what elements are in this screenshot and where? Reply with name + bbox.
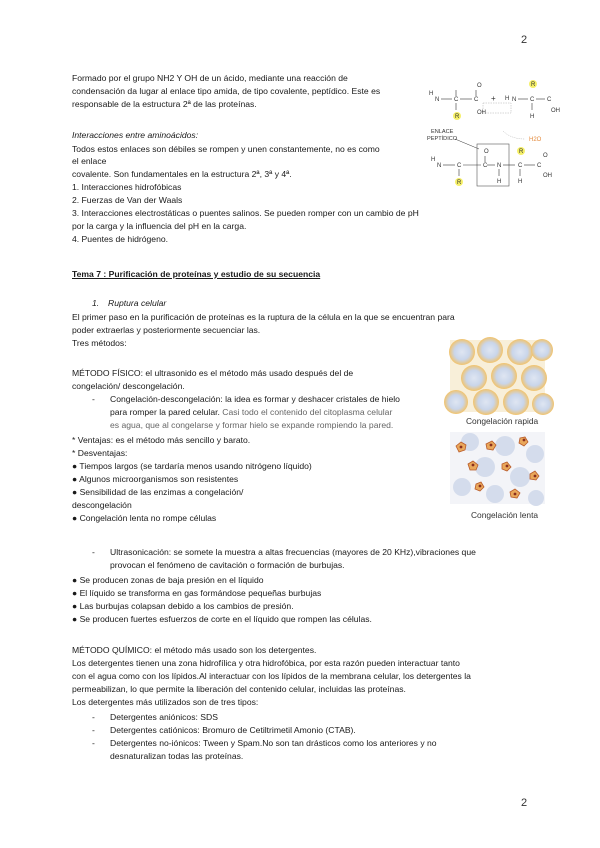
fisico-bullet-3-cont: descongelación <box>72 500 132 510</box>
tema7-para-1: El primer paso en la purificación de proteínas es la ruptura de la célula en la que se encuentran para <box>72 312 455 322</box>
page-number-top: 2 <box>521 34 528 46</box>
fisico-bullet-4: ● Congelación lenta no rompe células <box>72 513 217 523</box>
fisico-ventajas: * Ventajas: es el método más sencillo y barato. <box>72 435 251 445</box>
diagram-r-2: R <box>531 82 536 88</box>
ultrason-dash: - <box>92 547 95 557</box>
caption-rapid: Congelación rapida <box>466 416 539 426</box>
diagram-c-2: C <box>474 97 479 103</box>
diagram-c-3: C <box>530 97 535 103</box>
diagram-b-c-4: C <box>537 163 542 169</box>
quimico-type-1: Detergentes aniónicos: SDS <box>110 712 218 722</box>
diagram-b-r-2: R <box>519 149 524 155</box>
diagram-plus: + <box>491 94 496 103</box>
interactions-line-3: covalente. Son fundamentales en la estructura 2ª, 3ª y 4ª. <box>72 169 292 179</box>
quimico-line-2: Los detergentes tienen una zona hidrofílica y otra hidrofóbica, por esta razón pueden interactuar tanto <box>72 658 460 668</box>
slow-freezing-image <box>450 432 545 504</box>
ultrason-line-1: Ultrasonicación: se somete la muestra a altas frecuencias (mayores de 20 KHz),vibraciones que <box>110 547 476 557</box>
fisico-gray-b: es agua, que al congelarse y formar hielo se expande rompiendo la pared. <box>110 420 394 430</box>
ultrason-bullet-1: ● Se producen zonas de baja presión en el líquido <box>72 575 264 585</box>
quimico-dash-3: - <box>92 738 95 748</box>
diagram-n-1: N <box>435 97 440 103</box>
fisico-sub-line-1: Congelación-descongelación: la idea es formar y deshacer cristales de hielo <box>110 394 400 404</box>
intro-line-3: responsable de la estructura 2ª de las proteínas. <box>72 99 257 109</box>
tema7-heading: Tema 7 : Purificación de proteínas y estudio de su secuencia <box>72 269 321 279</box>
diagram-b-h-1: H <box>431 157 436 163</box>
interactions-title: Interacciones entre aminoácidos: <box>72 130 199 140</box>
tema7-item: Ruptura celular <box>108 298 167 308</box>
diagram-h-atom: H <box>505 96 510 102</box>
rapid-freezing-image <box>450 340 545 412</box>
enlace-label: ENLACE <box>431 129 454 135</box>
quimico-line-5: Los detergentes más utilizados son de tres tipos: <box>72 697 259 707</box>
water-label: H2O <box>529 137 542 143</box>
diagram-h-2: H <box>530 114 535 120</box>
diagram-b-h-3: H <box>518 179 523 185</box>
interactions-item-4: 4. Puentes de hidrógeno. <box>72 234 169 244</box>
diagram-n-2: N <box>512 97 517 103</box>
diagram-b-o-1: O <box>484 149 489 155</box>
interactions-line-1: Todos estos enlaces son débiles se rompen y unen constantemente, no es como <box>72 144 380 154</box>
diagram-b-n-1: N <box>437 163 442 169</box>
diagram-b-oh: OH <box>543 173 552 179</box>
diagram-b-h-2: H <box>497 179 502 185</box>
fisico-sub-line-2: para romper la pared celular. Casi todo el contenido del citoplasma celular <box>110 407 393 417</box>
peptide-bond-diagram-bottom <box>425 127 565 187</box>
peptidico-label: PEPTÍDICO <box>427 136 458 142</box>
ultrason-bullet-4: ● Se producen fuertes esfuerzos de corte en el líquido que rompen las células. <box>72 614 372 624</box>
intro-line-1: Formado por el grupo NH2 Y OH de un ácido, mediante una reacción de <box>72 73 348 83</box>
quimico-line-1: MÉTODO QUÍMICO: el método más usado son los detergentes. <box>72 645 317 655</box>
tema7-para-2: poder extraerlas y posteriormente secuenciar las. <box>72 325 261 335</box>
interactions-item-2: 2. Fuerzas de Van der Waals <box>72 195 183 205</box>
page-number-bottom: 2 <box>521 797 528 809</box>
condensation-box <box>483 103 511 113</box>
diagram-c-1: C <box>454 97 459 103</box>
diagram-b-r-1: R <box>457 180 462 186</box>
diagram-oh-1: OH <box>477 110 486 116</box>
peptide-bond-diagram-top <box>425 70 560 125</box>
quimico-type-3: Detergentes no-iónicos: Tween y Spam.No son tan drásticos como los anteriores y no <box>110 738 437 748</box>
quimico-type-3-cont: desnaturalizan todas las proteínas. <box>110 751 244 761</box>
fisico-sub-dash: - <box>92 394 95 404</box>
quimico-dash-1: - <box>92 712 95 722</box>
tema7-item-number: 1. <box>92 298 100 308</box>
caption-slow: Congelación lenta <box>471 510 539 520</box>
diagram-b-c-1: C <box>457 163 462 169</box>
tema7-para-3: Tres métodos: <box>72 338 127 348</box>
ultrason-bullet-3: ● Las burbujas colapsan debido a los cambios de presión. <box>72 601 294 611</box>
diagram-c-4: C <box>547 97 552 103</box>
diagram-b-c-2: C <box>483 163 488 169</box>
intro-line-2: condensación da lugar al enlace tipo amida, de tipo covalente, peptídico. Este es <box>72 86 381 96</box>
diagram-oh-2: OH <box>551 108 560 114</box>
quimico-line-3: con el agua como con los lípidos.Al interactuar con los lípidos de la membrana celular, los detergentes la <box>72 671 471 681</box>
interactions-item-3-cont: por la carga y la influencia del pH en la carga. <box>72 221 247 231</box>
ultrason-line-2: provocan el fenómeno de cavitación o formación de burbujas. <box>110 560 345 570</box>
diagram-b-n-2: N <box>497 163 502 169</box>
fisico-bullet-2: ● Algunos microorganismos son resistentes <box>72 474 239 484</box>
interactions-item-1: 1. Interacciones hidrofóbicas <box>72 182 182 192</box>
quimico-line-4: permeabilizan, lo que permite la liberación del contenido celular, incluidas las proteínas. <box>72 684 406 694</box>
diagram-r-1: R <box>455 114 460 120</box>
fisico-line-1: MÉTODO FÍSICO: el ultrasonido es el método más usado después del de <box>72 368 354 378</box>
diagram-b-o-2: O <box>543 153 548 159</box>
fisico-bullet-1: ● Tiempos largos (se tardaría menos usando nitrógeno líquido) <box>72 461 312 471</box>
quimico-dash-2: - <box>92 725 95 735</box>
quimico-type-2: Detergentes catiónicos: Bromuro de Cetiltrimetil Amonio (CTAB). <box>110 725 356 735</box>
fisico-line-2: congelación/ descongelación. <box>72 381 185 391</box>
diagram-b-c-3: C <box>518 163 523 169</box>
interactions-line-2: el enlace <box>72 156 107 166</box>
ultrason-bullet-2: ● El líquido se transforma en gas formándose pequeñas burbujas <box>72 588 322 598</box>
interactions-item-3: 3. Interacciones electrostáticas o puentes salinos. Se pueden romper con un cambio de pH <box>72 208 419 218</box>
diagram-o-1: O <box>477 83 482 89</box>
fisico-desventajas: * Desventajas: <box>72 448 128 458</box>
fisico-bullet-3: ● Sensibilidad de las enzimas a congelación/ <box>72 487 244 497</box>
diagram-h-1: H <box>429 91 434 97</box>
fisico-gray-a: Casi todo el contenido del citoplasma celular <box>222 407 393 417</box>
